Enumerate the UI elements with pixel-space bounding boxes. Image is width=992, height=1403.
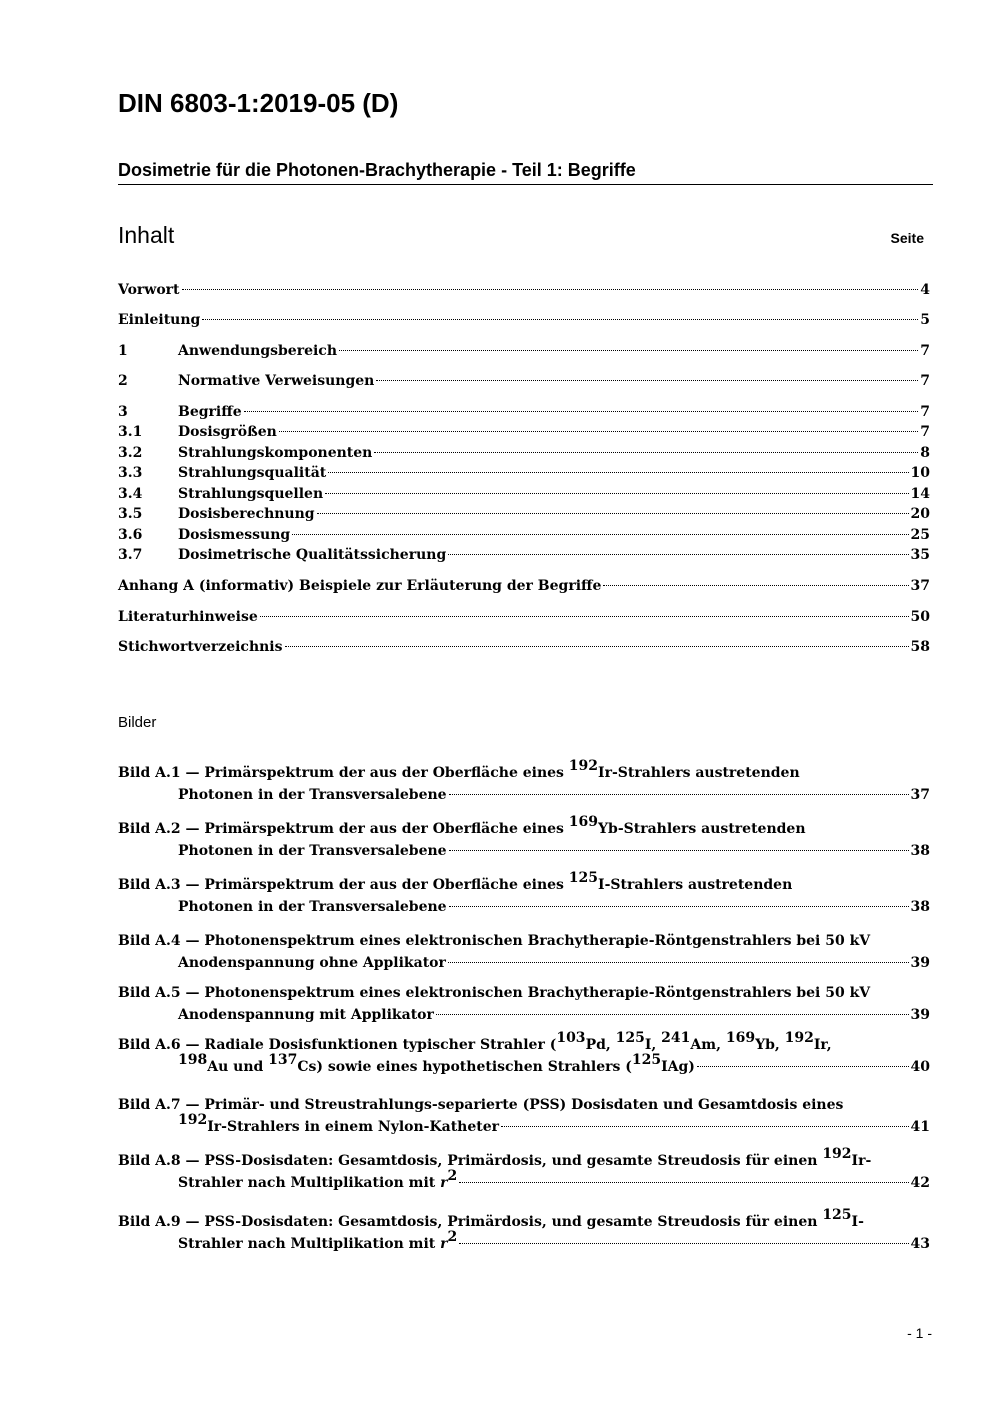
figure-entry-caption-line1: Bild A.9 — PSS-Dosisdaten: Gesamtdosis, Primärdosis, und gesamte Streudosis für einen $^{125}$I- bbox=[118, 1207, 864, 1230]
toc-entry-number: 2 bbox=[118, 373, 128, 389]
figure-entry-page: 38 bbox=[910, 843, 930, 859]
dot-leader bbox=[697, 1066, 909, 1067]
figure-entry-caption-text: Photonen in der Transversalebene bbox=[178, 843, 447, 859]
dot-leader bbox=[448, 962, 909, 963]
figure-entry-page: 40 bbox=[910, 1059, 930, 1075]
dot-leader bbox=[436, 1014, 909, 1015]
toc-entry-title: Normative Verweisungen bbox=[178, 373, 375, 389]
figure-entry-page: 41 bbox=[910, 1119, 930, 1135]
toc-entry[interactable] bbox=[118, 637, 930, 657]
page-column-label: Seite bbox=[890, 230, 924, 246]
figure-entry-caption-text: Strahler nach Multiplikation mit $r^2$ bbox=[178, 1229, 458, 1252]
dot-leader bbox=[244, 411, 919, 412]
figure-entry-caption-line2 bbox=[118, 1229, 930, 1255]
toc-entry[interactable] bbox=[118, 341, 930, 361]
toc-entry-title: Vorwort bbox=[118, 282, 180, 298]
dot-leader bbox=[328, 472, 908, 473]
toc-entry-number: 3.4 bbox=[118, 486, 143, 502]
figure-entry-page: 39 bbox=[910, 955, 930, 971]
dot-leader bbox=[374, 452, 918, 453]
toc-entry-number: 3.7 bbox=[118, 547, 143, 563]
toc-entry-page: 25 bbox=[910, 527, 930, 543]
dot-leader bbox=[202, 319, 918, 320]
dot-leader bbox=[285, 646, 909, 647]
toc-entry-number: 3.2 bbox=[118, 445, 143, 461]
toc-entry-page: 10 bbox=[910, 465, 930, 481]
toc-entry[interactable] bbox=[118, 525, 930, 545]
toc-entry-title: Strahlungskomponenten bbox=[178, 445, 373, 461]
toc-entry-title: Strahlungsquellen bbox=[178, 486, 324, 502]
document-subtitle: Dosimetrie für die Photonen-Brachytherapie - Teil 1: Begriffe bbox=[118, 160, 933, 185]
toc-entry[interactable] bbox=[118, 402, 930, 422]
page-number: - 1 - bbox=[907, 1325, 932, 1341]
figure-entry[interactable] bbox=[118, 1094, 930, 1138]
dot-leader bbox=[317, 513, 909, 514]
dot-leader bbox=[501, 1126, 908, 1127]
toc-entry[interactable] bbox=[118, 607, 930, 627]
toc-entry[interactable] bbox=[118, 484, 930, 504]
figure-entry-caption-text: Strahler nach Multiplikation mit $r^2$ bbox=[178, 1168, 458, 1191]
figure-entry-caption-line1: Bild A.6 — Radiale Dosisfunktionen typischer Strahler ($^{103}$Pd, $^{125}$I, $^{241}$Am, $^{169}$Yb, $^{192}$Ir, bbox=[118, 1030, 832, 1053]
toc-entry-page: 14 bbox=[910, 486, 930, 502]
figure-entry-caption-line1: Bild A.1 — Primärspektrum der aus der Oberfläche eines $^{192}$Ir-Strahlers austretenden bbox=[118, 758, 800, 781]
figure-entry[interactable] bbox=[118, 1030, 930, 1078]
toc-entry-page: 8 bbox=[920, 445, 930, 461]
figure-entry[interactable] bbox=[118, 930, 930, 974]
toc-entry-title: Dosisgrößen bbox=[178, 424, 277, 440]
figure-entry-caption-line1: Bild A.4 — Photonenspektrum eines elektronischen Brachytherapie-Röntgenstrahlers bei 50 kV bbox=[118, 933, 871, 949]
figure-entry-caption-line2 bbox=[118, 1052, 930, 1078]
toc-entry-page: 7 bbox=[920, 343, 930, 359]
toc-entry-page: 7 bbox=[920, 404, 930, 420]
figure-entry-caption-line1: Bild A.5 — Photonenspektrum eines elektronischen Brachytherapie-Röntgenstrahlers bei 50 kV bbox=[118, 985, 871, 1001]
toc-entry[interactable] bbox=[118, 504, 930, 524]
figure-entry-page: 39 bbox=[910, 1007, 930, 1023]
toc-entry-number: 1 bbox=[118, 343, 128, 359]
figure-entry-caption-text: $^{192}$Ir-Strahlers in einem Nylon-Katheter bbox=[178, 1112, 500, 1135]
figure-entry-page: 38 bbox=[910, 899, 930, 915]
toc-entry-title: Anwendungsbereich bbox=[178, 343, 337, 359]
toc-entry-title: Dosismessung bbox=[178, 527, 291, 543]
figure-entry-caption-line1: Bild A.8 — PSS-Dosisdaten: Gesamtdosis, Primärdosis, und gesamte Streudosis für einen $^{192}$Ir- bbox=[118, 1146, 872, 1169]
toc-entry-page: 5 bbox=[920, 312, 930, 328]
figure-entry-caption-line1: Bild A.7 — Primär- und Streustrahlungs-separierte (PSS) Dosisdaten und Gesamtdosis eines bbox=[118, 1097, 844, 1113]
toc-entry-page: 35 bbox=[910, 547, 930, 563]
figure-entry-caption-text: Anodenspannung ohne Applikator bbox=[178, 955, 446, 971]
toc-entry-number: 3.6 bbox=[118, 527, 143, 543]
dot-leader bbox=[325, 493, 908, 494]
dot-leader bbox=[459, 1182, 908, 1183]
figure-entry-page: 37 bbox=[910, 787, 930, 803]
figures-heading: Bilder bbox=[118, 714, 157, 731]
figure-entry-caption-line2 bbox=[118, 952, 930, 974]
figure-entry-caption-line2 bbox=[118, 784, 930, 806]
toc-entry-page: 7 bbox=[920, 373, 930, 389]
dot-leader bbox=[182, 289, 919, 290]
toc-entry[interactable] bbox=[118, 463, 930, 483]
dot-leader bbox=[279, 431, 918, 432]
toc-entry-title: Begriffe bbox=[178, 404, 242, 420]
toc-entry-page: 4 bbox=[920, 282, 930, 298]
figure-entry-page: 42 bbox=[910, 1175, 930, 1191]
toc-entry-number: 3 bbox=[118, 404, 128, 420]
toc-entry[interactable] bbox=[118, 371, 930, 391]
toc-entry[interactable] bbox=[118, 443, 930, 463]
toc-entry[interactable] bbox=[118, 310, 930, 330]
dot-leader bbox=[449, 850, 909, 851]
toc-entry[interactable] bbox=[118, 422, 930, 442]
figure-entry[interactable] bbox=[118, 982, 930, 1026]
dot-leader bbox=[339, 350, 918, 351]
figure-entry-caption-text: Anodenspannung mit Applikator bbox=[178, 1007, 434, 1023]
figure-entry[interactable] bbox=[118, 870, 930, 918]
dot-leader bbox=[459, 1243, 908, 1244]
dot-leader bbox=[376, 380, 918, 381]
toc-entry-title: Dosimetrische Qualitätssicherung bbox=[178, 547, 447, 563]
toc-entry-page: 37 bbox=[910, 578, 930, 594]
figure-entry-caption-line2 bbox=[118, 896, 930, 918]
toc-entry-title: Stichwortverzeichnis bbox=[118, 639, 283, 655]
dot-leader bbox=[260, 616, 909, 617]
toc-entry-title: Dosisberechnung bbox=[178, 506, 315, 522]
dot-leader bbox=[603, 585, 908, 586]
toc-entry-number: 3.3 bbox=[118, 465, 143, 481]
figure-entry[interactable] bbox=[118, 814, 930, 862]
toc-entry[interactable] bbox=[118, 545, 930, 565]
toc-entry-title: Literaturhinweise bbox=[118, 609, 258, 625]
figure-entry-page: 43 bbox=[910, 1236, 930, 1252]
toc-heading: Inhalt bbox=[118, 222, 175, 248]
toc-entry-title: Anhang A (informativ) Beispiele zur Erläuterung der Begriffe bbox=[118, 578, 602, 594]
toc-entry-page: 7 bbox=[920, 424, 930, 440]
figure-entry[interactable] bbox=[118, 1207, 930, 1255]
figure-entry-caption-text: $^{198}$Au und $^{137}$Cs) sowie eines hypothetischen Strahlers ($^{125}$IAg) bbox=[178, 1052, 695, 1075]
figure-entry-caption-line2 bbox=[118, 1004, 930, 1026]
toc-entry-page: 20 bbox=[910, 506, 930, 522]
dot-leader bbox=[292, 534, 908, 535]
figure-entry[interactable] bbox=[118, 758, 930, 806]
toc-entry-number: 3.5 bbox=[118, 506, 143, 522]
toc-entry[interactable] bbox=[118, 280, 930, 300]
figure-entry-caption-text: Photonen in der Transversalebene bbox=[178, 787, 447, 803]
toc-entry-title: Einleitung bbox=[118, 312, 201, 328]
figure-entry-caption-text: Photonen in der Transversalebene bbox=[178, 899, 447, 915]
toc-entry-title: Strahlungsqualität bbox=[178, 465, 327, 481]
figure-entry-caption-line2 bbox=[118, 840, 930, 862]
dot-leader bbox=[449, 906, 909, 907]
toc-entry-page: 50 bbox=[910, 609, 930, 625]
figure-entry-caption-line2 bbox=[118, 1168, 930, 1194]
figure-entry-caption-line1: Bild A.2 — Primärspektrum der aus der Oberfläche eines $^{169}$Yb-Strahlers austretenden bbox=[118, 814, 806, 837]
toc-entry-number: 3.1 bbox=[118, 424, 143, 440]
toc-entry-page: 58 bbox=[910, 639, 930, 655]
toc-entry[interactable] bbox=[118, 576, 930, 596]
dot-leader bbox=[448, 554, 908, 555]
figure-entry-caption-line2 bbox=[118, 1112, 930, 1138]
dot-leader bbox=[449, 794, 909, 795]
figure-entry-caption-line1: Bild A.3 — Primärspektrum der aus der Oberfläche eines $^{125}$I-Strahlers austretenden bbox=[118, 870, 793, 893]
document-title: DIN 6803-1:2019-05 (D) bbox=[118, 88, 399, 118]
figure-entry[interactable] bbox=[118, 1146, 930, 1194]
